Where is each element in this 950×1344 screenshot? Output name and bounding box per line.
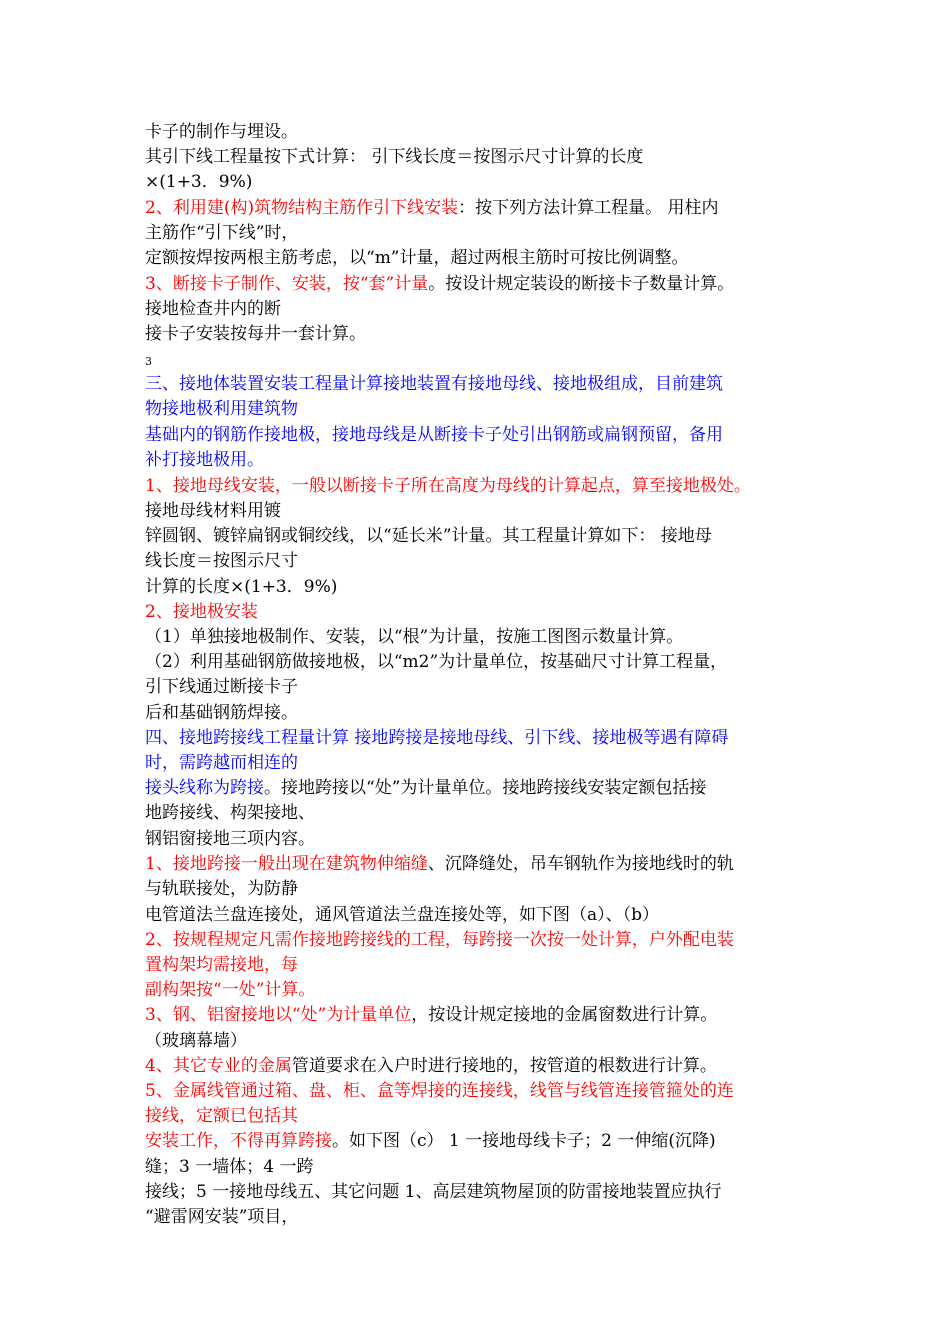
text-line — [145, 575, 337, 599]
text-segment: 其引下线工程量按下式计算： 引下线长度＝按图示尺寸计算的长度 — [145, 147, 644, 167]
text-segment: 1、接地跨接一般出现在建筑物伸缩缝 — [145, 854, 428, 874]
text-segment: 接卡子安装按每井一套计算。 — [145, 324, 366, 344]
text-segment: 定额按焊按两根主筋考虑，以“m”计量，超过两根主筋时可按比例调整。 — [145, 248, 689, 268]
text-segment: 3 — [145, 355, 152, 368]
text-segment: 。按设计规定装设的断接卡子数量计算。 — [428, 274, 735, 294]
text-segment: 卡子的制作与埋设。 — [145, 122, 298, 142]
text-line — [145, 372, 723, 396]
text-segment: 锌圆钢、镀锌扁钢或铜绞线，以“延长米”计量。其工程量计算如下： 接地母 — [145, 526, 712, 546]
text-line — [145, 726, 728, 750]
text-line — [145, 499, 281, 523]
text-line — [145, 903, 659, 927]
text-line — [145, 1129, 716, 1153]
text-segment: 缝；3 一墙体；4 一跨 — [145, 1157, 314, 1177]
text-segment: ×(1+3．9%) — [145, 172, 253, 192]
text-segment: 电管道法兰盘连接处，通风管道法兰盘连接处等，如下图（a）、（b） — [145, 905, 660, 925]
text-segment: 地跨接线、构架接地、 — [145, 803, 315, 823]
text-segment: 3、断接卡子制作、安装，按“套”计量 — [145, 274, 429, 294]
text-line — [145, 801, 315, 825]
text-segment: 主筋作“引下线”时， — [145, 223, 299, 243]
text-line — [145, 272, 734, 296]
text-segment: 线长度＝按图示尺寸 — [145, 551, 298, 571]
text-segment: 副构架按“一处”计算。 — [145, 980, 316, 1000]
text-line — [145, 625, 683, 649]
text-segment: 4、其它专业的金属 — [145, 1056, 292, 1076]
text-line — [145, 145, 643, 169]
text-line — [145, 1029, 247, 1053]
text-line — [145, 170, 252, 194]
text-line — [145, 1003, 717, 1027]
text-segment: 与轨联接处，为防静 — [145, 879, 298, 899]
text-line — [145, 297, 281, 321]
text-line — [145, 978, 315, 1002]
text-segment: 2、接地极安装 — [145, 602, 258, 622]
text-segment: 2、利用建(构)筑物结构主筋作引下线安装 — [145, 198, 459, 218]
text-line — [145, 549, 298, 573]
text-line — [145, 650, 727, 674]
text-line — [145, 701, 298, 725]
text-segment: ：按下列方法计算工程量。 用柱内 — [458, 198, 719, 218]
text-segment: 接头线称为跨接 — [145, 778, 264, 798]
text-line — [145, 1180, 721, 1204]
text-segment: ，按设计规定接地的金属窗数进行计算。 — [411, 1005, 718, 1025]
text-line — [145, 1054, 717, 1078]
text-segment: 2、按规程规定凡需作接地跨接线的工程，每跨接一次按一处计算，户外配电装 — [145, 930, 734, 950]
text-line — [145, 474, 751, 498]
text-segment: “避雷网安装”项目， — [145, 1207, 299, 1227]
text-line — [145, 1104, 298, 1128]
text-segment: （玻璃幕墙） — [145, 1031, 247, 1051]
text-segment: 后和基础钢筋焊接。 — [145, 703, 298, 723]
text-line — [145, 852, 734, 876]
text-line — [145, 196, 719, 220]
text-segment: 时，需跨越而相连的 — [145, 753, 298, 773]
text-segment: 钢铝窗接地三项内容。 — [145, 829, 315, 849]
text-segment: 、沉降缝处，吊车钢轨作为接地线时的轨 — [427, 854, 734, 874]
text-line — [145, 448, 264, 472]
text-segment: 四、接地跨接线工程量计算 接地跨接是接地母线、引下线、接地极等遇有障碍 — [145, 728, 729, 748]
text-line — [145, 221, 298, 245]
text-line — [145, 1155, 313, 1179]
text-line — [145, 1079, 734, 1103]
text-line — [145, 120, 298, 144]
text-line — [145, 350, 152, 374]
text-line — [145, 397, 298, 421]
text-segment: 管道要求在入户时进行接地的，按管道的根数进行计算。 — [291, 1056, 717, 1076]
text-segment: 安装工作，不得再算跨接 — [145, 1131, 332, 1151]
text-segment: 物接地极利用建筑物 — [145, 399, 298, 419]
text-segment: （1）单独接地极制作、安装，以“根”为计量，按施工图图示数量计算。 — [145, 627, 684, 647]
text-line — [145, 322, 366, 346]
text-line — [145, 751, 298, 775]
text-segment: 补打接地极用。 — [145, 450, 264, 470]
text-segment: 3、钢、铝窗接地以“处”为计量单位 — [145, 1005, 412, 1025]
text-line — [145, 928, 734, 952]
text-line — [145, 423, 723, 447]
text-segment: 5、金属线管通过箱、盘、柜、盒等焊接的连接线，线管与线管连接管箍处的连 — [145, 1081, 734, 1101]
text-segment: 计算的长度×(1+3．9%) — [145, 577, 338, 597]
text-segment: 引下线通过断接卡子 — [145, 677, 298, 697]
text-line — [145, 675, 298, 699]
text-segment: 三、接地体装置安装工程量计算接地装置有接地母线、接地极组成，目前建筑 — [145, 374, 723, 394]
text-line — [145, 776, 706, 800]
text-line — [145, 877, 298, 901]
text-segment: 接地检查井内的断 — [145, 299, 281, 319]
text-line — [145, 246, 689, 270]
text-line — [145, 953, 298, 977]
text-segment: 。接地跨接以“处”为计量单位。接地跨接线安装定额包括接 — [264, 778, 707, 798]
text-segment: 接地母线材料用镀 — [145, 501, 281, 521]
text-line — [145, 827, 315, 851]
text-segment: 接线；5 一接地母线五、其它问题 1、高层建筑物屋顶的防雷接地装置应执行 — [145, 1182, 722, 1202]
text-segment: 置构架均需接地，每 — [145, 955, 298, 975]
text-segment: 接线，定额已包括其 — [145, 1106, 298, 1126]
text-line — [145, 1205, 298, 1229]
text-segment: （2）利用基础钢筋做接地极，以“m2”为计量单位，按基础尺寸计算工程量， — [145, 652, 728, 672]
text-line — [145, 524, 712, 548]
text-line — [145, 600, 258, 624]
text-segment: 1、接地母线安装，一般以断接卡子所在高度为母线的计算起点，算至接地极处。 — [145, 476, 751, 496]
text-segment: 。如下图（c） 1 一接地母线卡子；2 一伸缩(沉降) — [332, 1131, 716, 1151]
text-segment: 基础内的钢筋作接地极，接地母线是从断接卡子处引出钢筋或扁钢预留，备用 — [145, 425, 723, 445]
